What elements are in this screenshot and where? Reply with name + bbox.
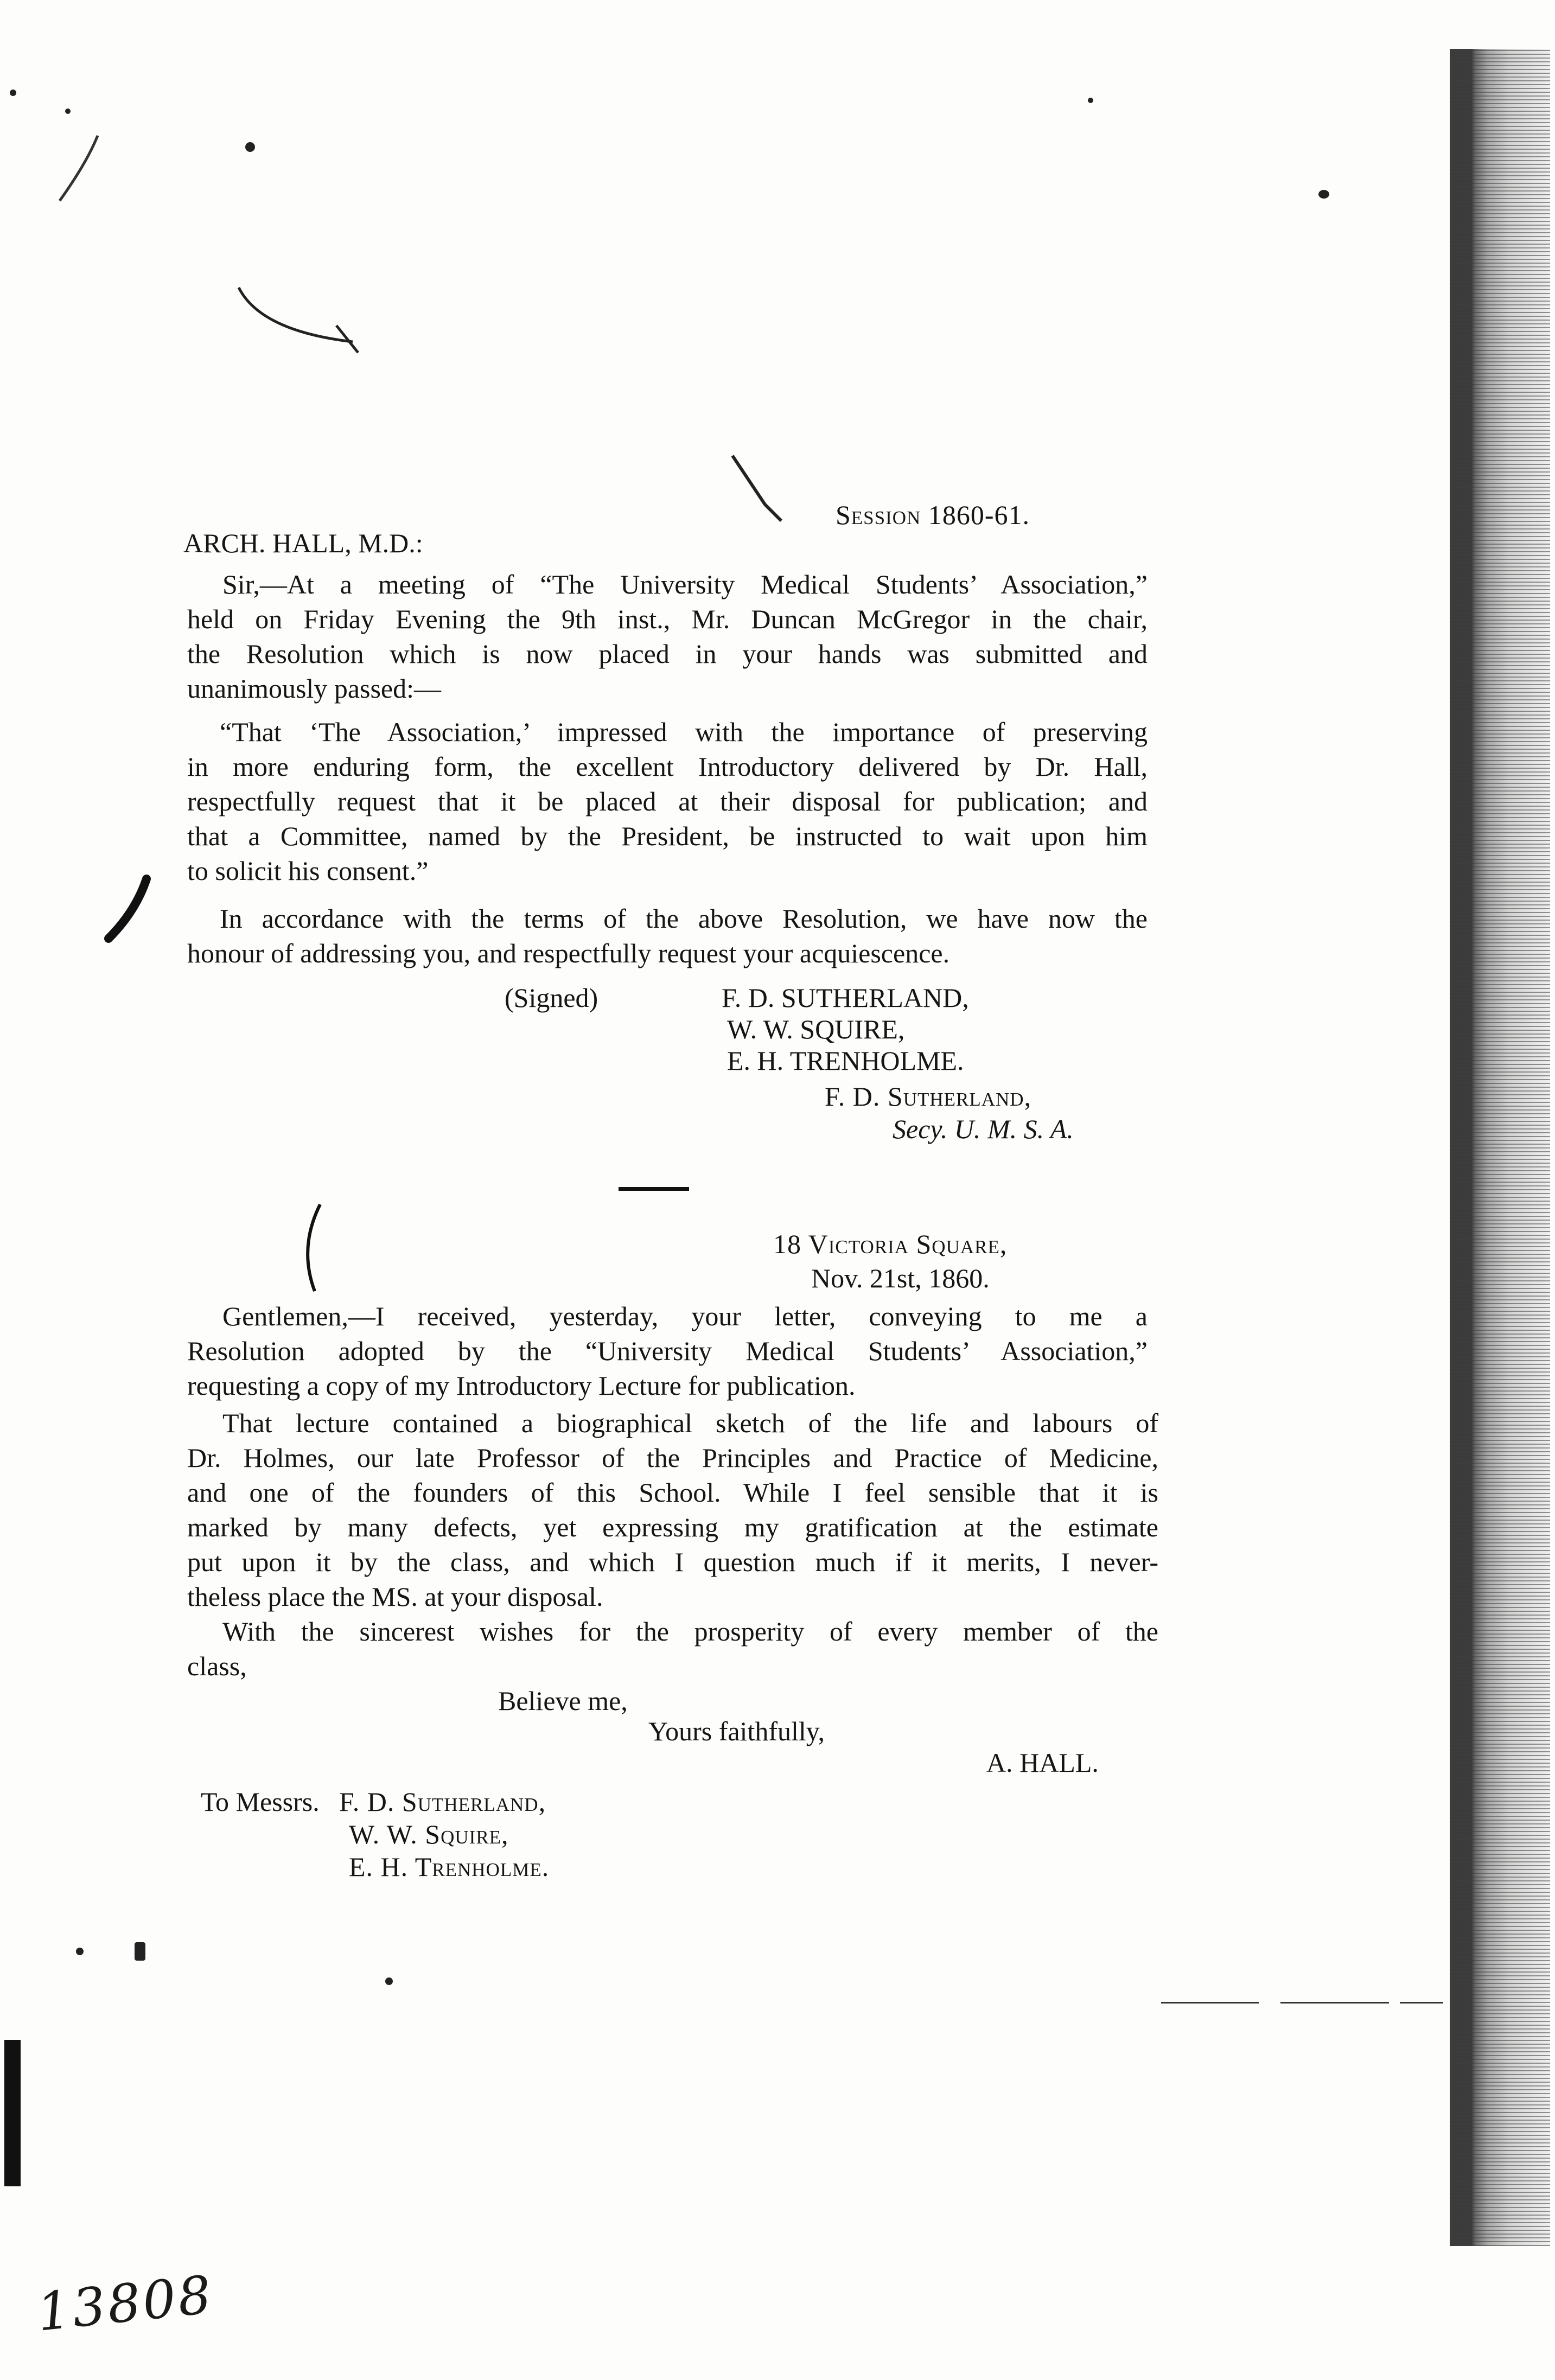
secretary-title: Secy. U. M. S. A.: [893, 1114, 1074, 1144]
ink-speck: [245, 142, 255, 152]
letter1-line: held on Friday Evening the 9th inst., Mr. Duncan McGregor in the chair,: [187, 604, 1148, 634]
resolution-line: to solicit his consent.”: [187, 856, 429, 886]
signatory: E. H. TRENHOLME.: [727, 1045, 964, 1076]
letter2-line: theless place the MS. at your disposal.: [187, 1581, 603, 1612]
resolution-line: “That ‘The Association,’ impressed with the importance of preserving: [220, 717, 1148, 747]
letter1-line: unanimously passed:—: [187, 673, 442, 704]
letter2-line: With the sincerest wishes for the prosperity of every member of the: [222, 1616, 1158, 1647]
ink-speck: [1318, 190, 1329, 199]
resolution-line: in more enduring form, the excellent Introductory delivered by Dr. Hall,: [187, 751, 1148, 782]
ink-speck: [385, 1977, 393, 1985]
letter2-address: 18 Victoria Square,: [773, 1229, 1008, 1259]
signatory: F. D. SUTHERLAND,: [722, 982, 969, 1013]
margin-pencil-mark: [727, 450, 792, 526]
recipient: W. W. Squire,: [349, 1819, 509, 1849]
letter1-line: Sir,—At a meeting of “The University Medical Students’ Association,”: [222, 569, 1148, 599]
session-heading: Session 1860-61.: [836, 500, 1030, 530]
letter1-line: the Resolution which is now placed in your hands was submitted and: [187, 639, 1148, 669]
to-label: To Messrs.: [201, 1786, 320, 1817]
ink-speck: [10, 90, 16, 96]
resolution-line: that a Committee, named by the President, be instructed to wait upon him: [187, 821, 1148, 851]
section-divider: [619, 1187, 689, 1191]
ink-speck: [135, 1942, 145, 1961]
margin-bracket-mark: [98, 868, 163, 955]
ink-speck: [1088, 98, 1093, 103]
margin-pencil-mark: [228, 277, 369, 363]
ink-speck: [76, 1948, 84, 1955]
closing-line: honour of addressing you, and respectfully request your acquiescence.: [187, 938, 950, 968]
letter2-line: Dr. Holmes, our late Professor of the Principles and Practice of Medicine,: [187, 1443, 1158, 1473]
letter2-line: marked by many defects, yet expressing my gratification at the estimate: [187, 1512, 1158, 1542]
addressee: ARCH. HALL, M.D.:: [183, 528, 423, 558]
ink-speck: [65, 109, 71, 114]
margin-ink-bar: [4, 2040, 21, 2186]
letter2-signature: A. HALL.: [986, 1747, 1099, 1778]
letter2-line: requesting a copy of my Introductory Lecture for publication.: [187, 1370, 856, 1401]
recipient: F. D. Sutherland,: [339, 1786, 546, 1817]
closing-line: In accordance with the terms of the above Resolution, we have now the: [220, 903, 1148, 934]
letter2-line: and one of the founders of this School. While I feel sensible that it is: [187, 1477, 1158, 1508]
margin-rule: [1161, 2002, 1259, 2003]
letter2-line: put upon it by the class, and which I question much if it merits, I never-: [187, 1547, 1158, 1577]
letter2-date: Nov. 21st, 1860.: [811, 1263, 990, 1293]
letter2-line: Gentlemen,—I received, yesterday, your letter, conveying to me a: [222, 1301, 1148, 1331]
margin-rule: [1400, 2002, 1443, 2003]
letter2-line: That lecture contained a biographical sketch of the life and labours of: [222, 1408, 1158, 1438]
margin-rule: [1280, 2002, 1389, 2003]
closing-yours: Yours faithfully,: [648, 1716, 825, 1746]
resolution-line: respectfully request that it be placed at their disposal for publication; and: [187, 786, 1148, 816]
margin-bracket-mark: [293, 1199, 336, 1297]
signed-label: (Signed): [505, 982, 598, 1013]
closing-believe: Believe me,: [498, 1686, 628, 1716]
signatory: W. W. SQUIRE,: [727, 1014, 905, 1044]
letter2-line: Resolution adopted by the “University Medical Students’ Association,”: [187, 1336, 1148, 1366]
handwritten-catalog-number: 13808: [34, 2264, 216, 2343]
page-binding-edge: [1450, 49, 1550, 2246]
margin-pencil-mark: [43, 125, 109, 212]
recipient: E. H. Trenholme.: [349, 1852, 550, 1882]
letter2-line: class,: [187, 1651, 247, 1681]
secretary-name: F. D. Sutherland,: [825, 1081, 1032, 1112]
